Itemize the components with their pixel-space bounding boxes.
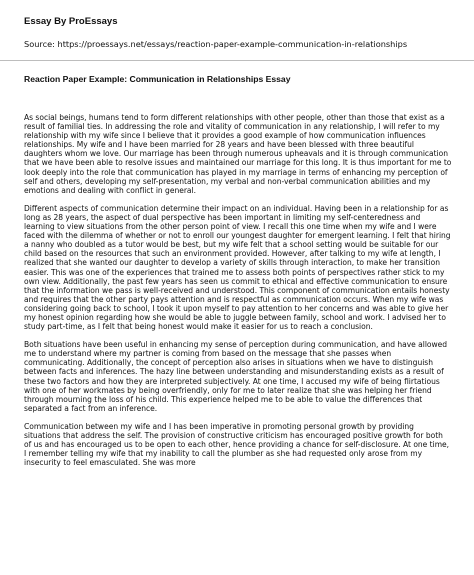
essay-title: Reaction Paper Example: Communication in Relationships Essay xyxy=(24,74,291,84)
essay-paragraph-2: Different aspects of communication determine their impact on an individual. Having been in a relationship for as long as 28 years, the aspect of dual perspective has been important in limiting my self-centeredness and learning to view situations from the other person point of view. I recall this one time when my wife and I were faced with the dilemma of whether or not to enroll our youngest daughter for emergent learning. I felt that hiring a nanny who doubled as a tutor would be best, but my wife felt that a school setting would be suitable for our child based on the resources that such an environment provided. However, after talking to my wife at length, I realized that she wanted our daughter to develop a variety of skills through interaction, to make her transition easier. This was one of the experiences that trained me to assess both points of perspectives rather stick to my own view. Additionally, the past few years has seen us commit to ethical and effective communication to ensure that the information we pass is well-received and understood. This component of communication entails honesty and requires that the other party pays attention and is respectful as communication occurs. When my wife was considering going back to school, I took it upon myself to pay attention to her concerns and was able to give her my honest opinion regarding how she would be able to juggle between family, school and work. I advised her to study part-time, as I felt that being honest would make it easier for us to reach a conclusion. xyxy=(24,203,451,332)
essay-body xyxy=(24,113,452,467)
source-label: Source: xyxy=(24,39,55,49)
site-header-title: Essay By ProEssays xyxy=(24,16,118,27)
essay-paragraph-1: As social beings, humans tend to form different relationships with other people, other than those that exist as a result of familial ties. In addressing the role and vitality of communication in any relationship, I will refer to my relationship with my wife since I believe that it provides a good example of how communication influences relationships. My wife and I have been married for 28 years and have been blessed with three beautiful daughters whom we love. Our marriage has been through numerous upheavals and it is through communication that we have been able to resolve issues and maintained our marriage for this long. It is thus important for me to look deeply into the role that communication has played in my marriage in terms of enhancing my perception of self and others, developing my self-presentation, my verbal and non-verbal communication abilities and my emotions and dealing with conflict in general. xyxy=(24,113,452,195)
essay-paragraph-3: Both situations have been useful in enhancing my sense of perception during communication, and have allowed me to understand where my partner is coming from based on the message that she passes when communicating. Additionally, the concept of perception also arises in situations when we have to distinguish between facts and inferences. The hazy line between understanding and misunderstanding exists as a result of these two factors and how they are interpreted subjectively. At one time, I accused my wife of being flirtatious with one of her workmates by being overfriendly, only for me to later realize that she was helping her friend through mourning the loss of his child. This experience helped me to be able to value the differences that separated a fact from an inference. xyxy=(24,340,448,413)
header-divider xyxy=(0,60,474,61)
source-link[interactable]: https://proessays.net/essays/reaction-paper-example-communication-in-relationships xyxy=(57,39,408,49)
source-line xyxy=(24,39,452,50)
essay-paragraph-4: Communication between my wife and I has been imperative in promoting personal growth by providing situations that address the self. The provision of constructive criticism has encouraged positive growth for both of us and has encouraged us to be open to each other, hence providing a chance for self-disclosure. At one time, I remember telling my wife that my inability to call the plumber as she had requested only arose from my insecurity to feel emasculated. She was more xyxy=(24,421,450,468)
